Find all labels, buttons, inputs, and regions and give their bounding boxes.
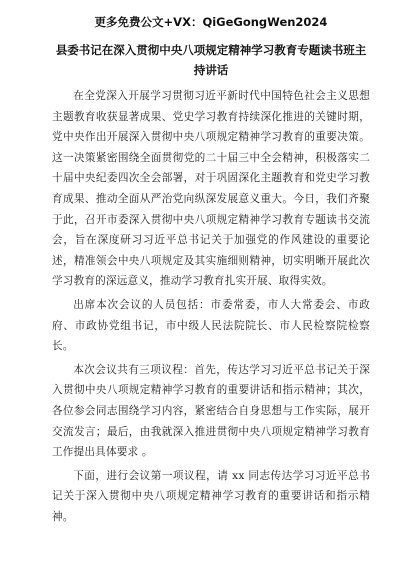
paragraph-first-item: 下面，进行会议第一项议程，请 xx 同志传达学习习近平总书记关于深入贯彻中央八项规定精神学习教育的重要讲话和指示精神。 bbox=[52, 469, 370, 523]
paragraph-attendees: 出席本次会议的人员包括：市委常委，市人大常委会、市政府、市政协党组书记，市中级人民法院院长、市人民检察院检察长。 bbox=[52, 298, 370, 353]
paragraph-agenda: 本次会议共有三项议程：首先，传达学习习近平总书记关于深入贯彻中央八项规定精神学习教育的重要讲话和指示精神；其次，各位参会同志围绕学习内容，紧密结合自身思想与工作实际，展开交流发言；最后，由我就深入推进贯彻中央八项规定精神学习教育工作提出具体要求 。 bbox=[52, 363, 370, 459]
paragraph-intro: 在全党深入开展学习贯彻习近平新时代中国特色社会主义思想主题教育收获显著成果、党史学习教育持续深化推进的关键时期，党中央作出开展深入贯彻中央八项规定精神学习教育的重要决策。这一决策紧密围绕全面贯彻党的二十届三中全会精神，积极落实二十届中央纪委四次全会部署，对于巩固深化主题教育和党史学习教育成果、推动全面从严治党向纵深发展意义重大。今日，我们齐聚于此，召开市委深入贯彻中央八项规定精神学习教育专题读书交流会，旨在深度研习习近平总书记关于加强党的作风建设的重要论述，精准领会中央八项规定及其实施细则精神，切实明晰开展此次学习教育的深远意义，推动学习教育扎实开展、取得实效。 bbox=[52, 90, 370, 288]
promo-banner: 更多免费公文+VX：QiGeGongWen2024 bbox=[94, 15, 328, 29]
document-title: 县委书记在深入贯彻中央八项规定精神学习教育专题读书班主持讲话 bbox=[55, 43, 367, 77]
